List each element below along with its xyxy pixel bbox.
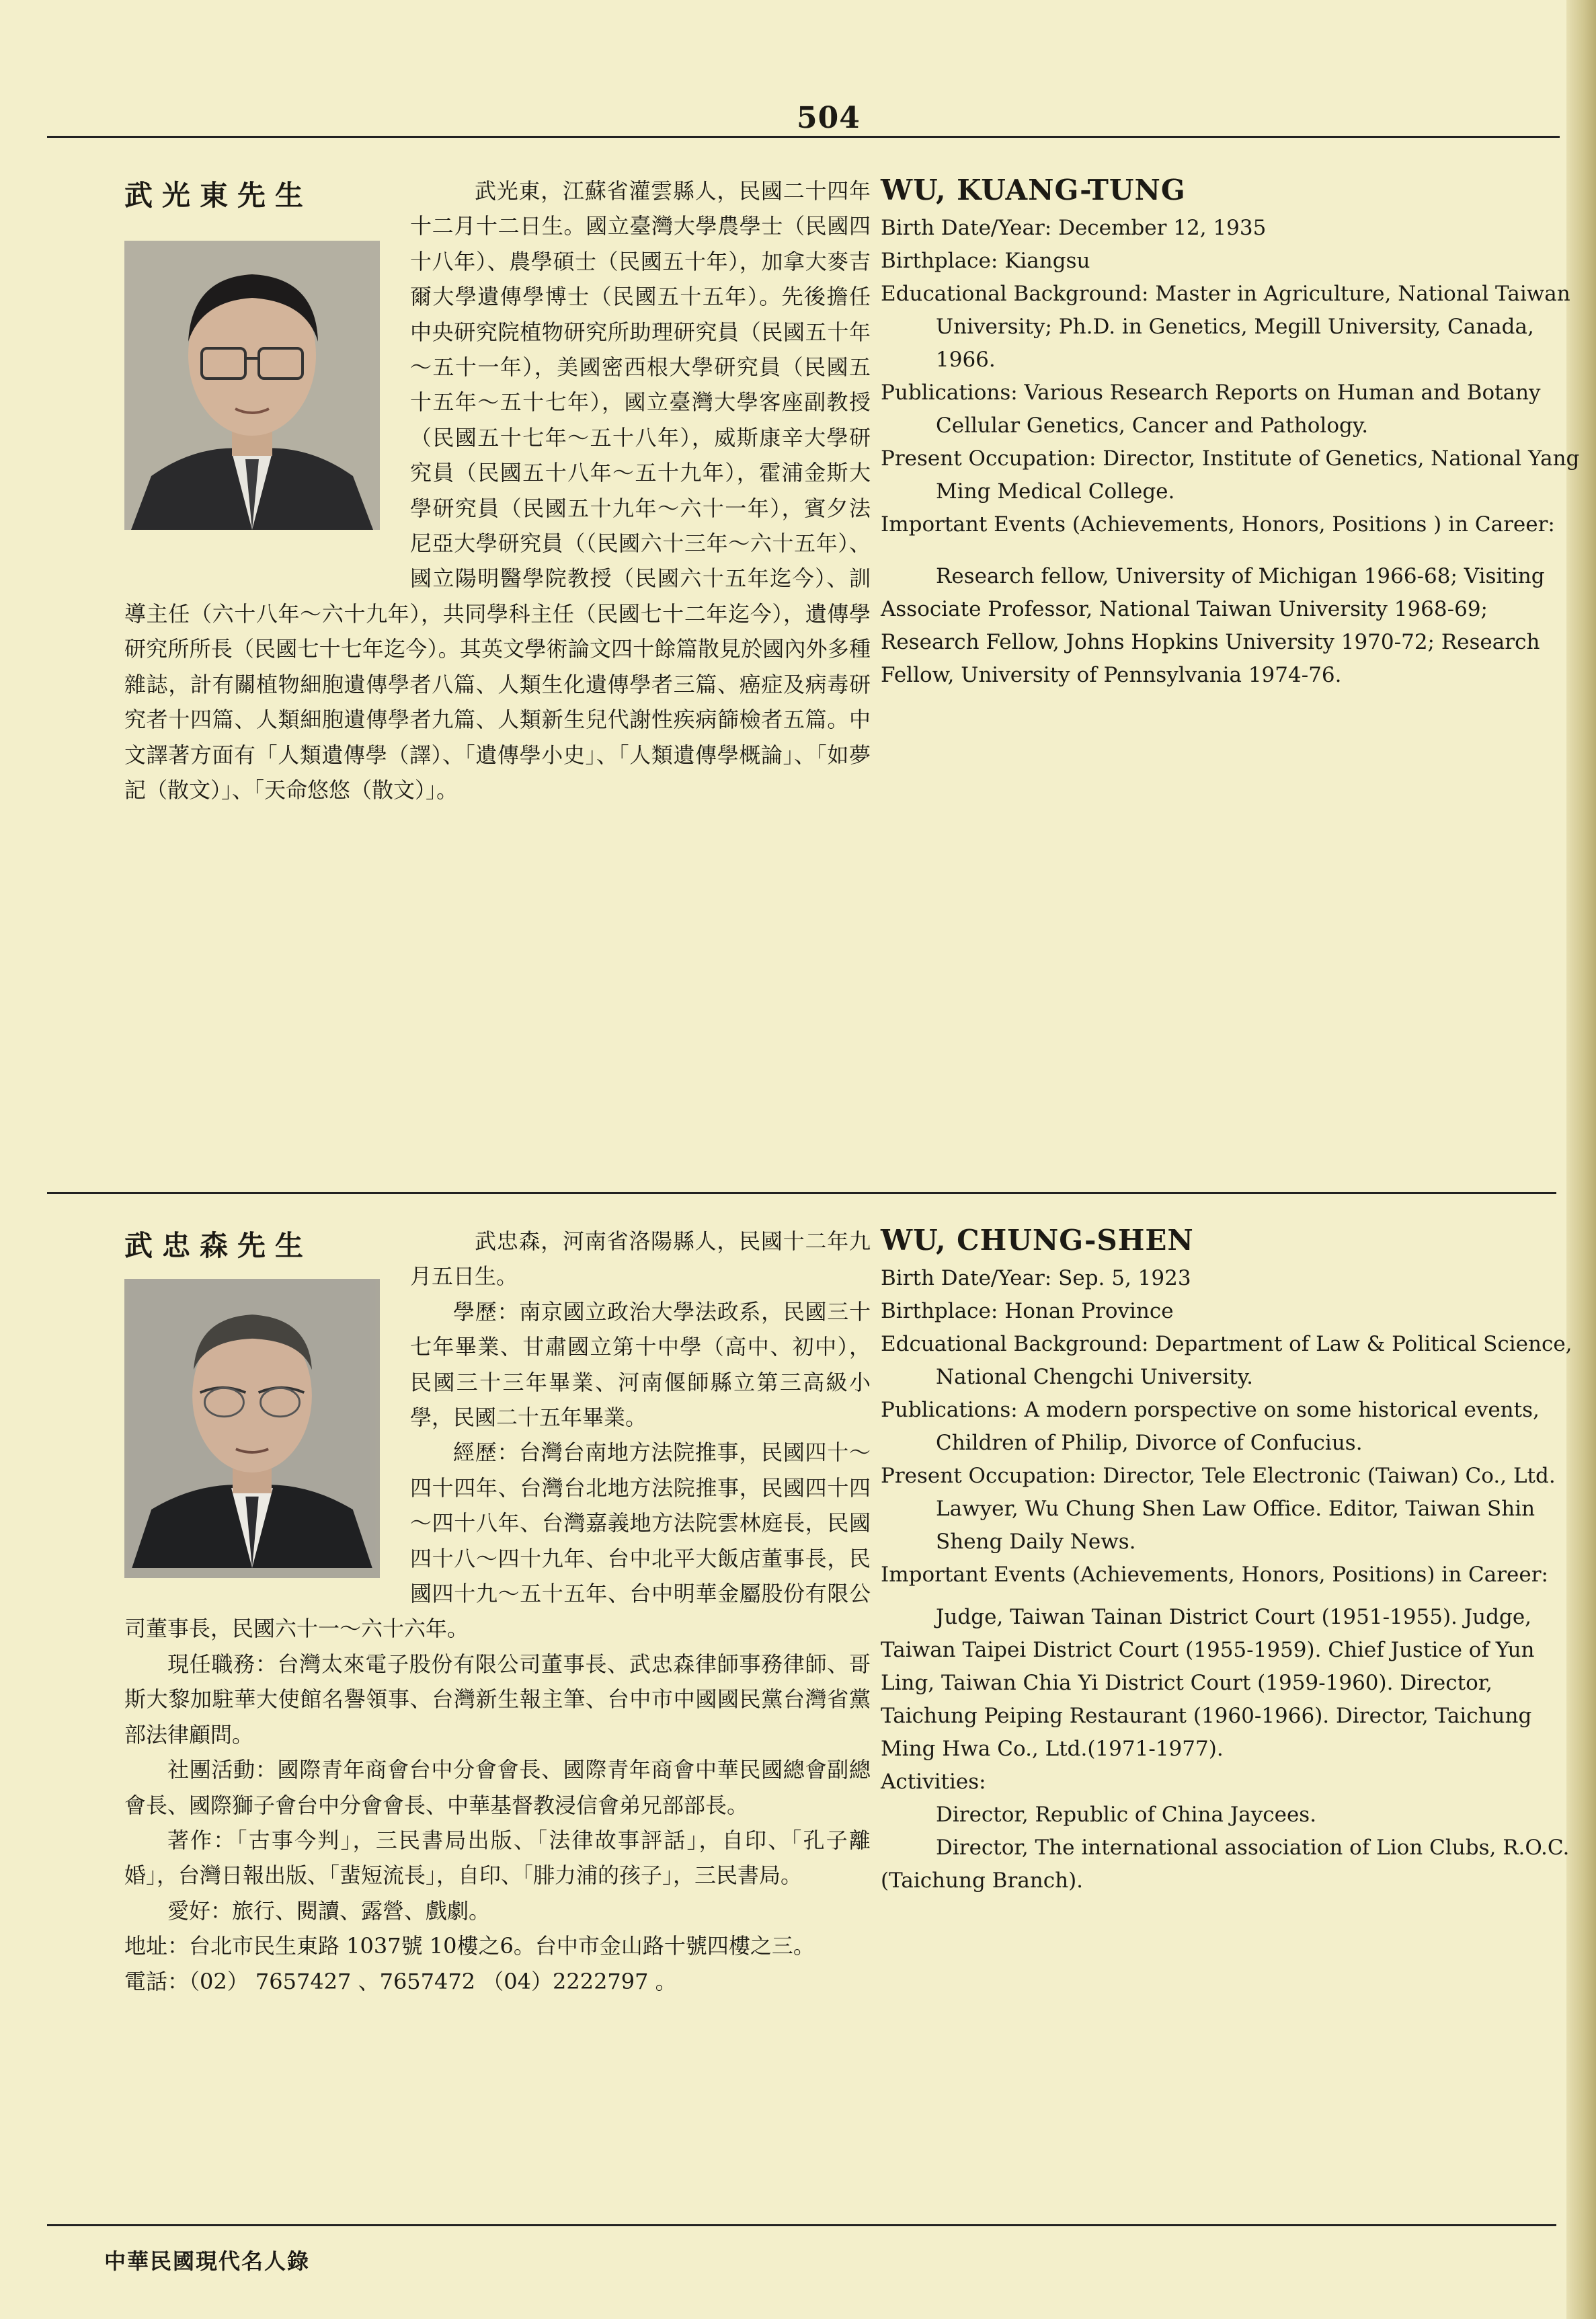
field-value: Director, Institute of Genetics, National Yang Ming Medical College.	[936, 446, 1580, 504]
entry-wu-kuang-tung	[47, 173, 1580, 1182]
portrait-image	[124, 241, 380, 530]
bottom-rule	[47, 2224, 1556, 2226]
chinese-column	[124, 1224, 871, 2232]
cn-name: 武光東先生	[124, 179, 313, 212]
chinese-column	[124, 173, 871, 1182]
en-field-events	[881, 1559, 1580, 1591]
field-value: Sep. 5, 1923	[1058, 1266, 1191, 1290]
cn-paragraph: 經歷：台灣台南地方法院推事，民國四十～四十四年、台灣台北地方法院推事，民國四十四～四十八年、台灣嘉義地方法院雲林庭長，民國四十八～四十九年、台中北平大飯店董事長，民國四十九～五十五年、台中明華金屬股份有限公司董事長，民國六十一～六十六年。	[124, 1440, 871, 1642]
en-field-education	[881, 1328, 1580, 1394]
field-label: Birth Date/Year:	[881, 216, 1052, 240]
portrait-photo	[124, 1279, 380, 1578]
en-career: Judge, Taiwan Tainan District Court (1951-1955). Judge, Taiwan Taipei District Court (1955-1959). Chief Justice of Yun Ling, Taiwan Chia Yi District Court (1959-1960). Director, Taichung Peiping Restaurant (1960-1966). Director, Taichung Ming Hwa Co., Ltd.(1971-1977).	[881, 1605, 1535, 1761]
en-activity: Director, The international association of Lion Clubs, R.O.C.(Taichung Branch).	[881, 1836, 1570, 1893]
cn-paragraph: 愛好：旅行、閱讀、露營、戲劇。	[167, 1897, 491, 1924]
middle-rule	[47, 1192, 1556, 1194]
portrait-image	[124, 1279, 380, 1568]
field-value: Various Research Reports on Human and Botany Cellular Genetics, Cancer and Pathology.	[936, 381, 1541, 438]
en-field-birth-date	[881, 1262, 1580, 1295]
english-column	[881, 1224, 1580, 1897]
cn-paragraph: 社團活動：國際青年商會台中分會會長、國際青年商會中華民國總會副總會長、國際獅子會台中分會會長、中華基督教浸信會弟兄部部長。	[124, 1757, 871, 1818]
cn-paragraph: 學歷：南京國立政治大學法政系，民國三十七年畢業、甘肅國立第十中學（高中、初中），民國三十三年畢業、河南偃師縣立第三高級小學，民國二十五年畢業。	[410, 1298, 871, 1431]
en-activities-label: Activities:	[881, 1770, 986, 1794]
en-field-birthplace	[881, 245, 1580, 278]
field-value: Director, Tele Electronic (Taiwan) Co., Ltd. Lawyer, Wu Chung Shen Law Office. Editor, Taiwan Shin Sheng Daily News.	[936, 1464, 1556, 1554]
field-label: Important Events (Achievements, Honors, Positions) in Career:	[881, 1563, 1548, 1587]
en-field-events	[881, 508, 1580, 541]
cn-name: 武忠森先生	[124, 1229, 313, 1262]
en-field-publications	[881, 377, 1580, 442]
field-value: Master in Agriculture, National Taiwan University; Ph.D. in Genetics, Megill University, Canada, 1966.	[936, 282, 1570, 372]
cn-paragraph: 電話：（02） 7657427 、7657472 （04）2222797 。	[124, 1968, 677, 1994]
cn-paragraph: 武忠森，河南省洛陽縣人，民國十二年九月五日生。	[410, 1228, 871, 1290]
cn-paragraph: 地址：台北市民生東路 1037號 10樓之6。台中市金山路十號四樓之三。	[124, 1933, 815, 1959]
field-value: December 12, 1935	[1058, 216, 1267, 240]
en-name: WU, CHUNG-SHEN	[881, 1224, 1194, 1257]
field-label: Edcuational Background:	[881, 1332, 1149, 1356]
portrait-photo	[124, 241, 380, 530]
field-label: Educational Background:	[881, 282, 1149, 306]
field-value: Kiangsu	[1004, 249, 1090, 273]
en-name: WU, KUANG-TUNG	[881, 173, 1186, 206]
entry-wu-chung-shen	[47, 1224, 1572, 2219]
field-label: Birthplace:	[881, 249, 998, 273]
en-field-birth-date	[881, 212, 1580, 245]
field-value: Department of Law & Political Science, National Chengchi University.	[936, 1332, 1572, 1389]
en-career: Research fellow, University of Michigan 1966-68; Visiting Associate Professor, National Taiwan University 1968-69; Research Fellow, Johns Hopkins University 1970-72; Research Fellow, University of Pennsylvania 1974-76.	[881, 564, 1545, 687]
field-label: Present Occupation:	[881, 446, 1096, 471]
en-field-birthplace	[881, 1295, 1580, 1328]
english-column	[881, 173, 1580, 692]
page-number: 504	[797, 101, 861, 135]
en-field-education	[881, 278, 1580, 377]
field-label: Present Occupation:	[881, 1464, 1096, 1488]
en-field-occupation	[881, 442, 1580, 508]
en-field-publications	[881, 1394, 1580, 1460]
footer-book-title: 中華民國現代名人錄	[104, 2248, 311, 2274]
top-rule	[47, 136, 1560, 138]
en-activity: Director, Republic of China Jaycees.	[936, 1803, 1317, 1827]
field-label: Important Events (Achievements, Honors, Positions ) in Career:	[881, 512, 1555, 537]
field-label: Birth Date/Year:	[881, 1266, 1052, 1290]
field-value: Honan Province	[1004, 1299, 1174, 1323]
cn-paragraph: 武光東，江蘇省灌雲縣人，民國二十四年十二月十二日生。國立臺灣大學農學士（民國四十八年）、農學碩士（民國五十年），加拿大麥吉爾大學遺傳學博士（民國五十五年）。先後擔任中央研究院植物研究所助理研究員（民國五十年～五十一年），美國密西根大學研究員（民國五十五年～五十七年），國立臺灣大學客座副教授（民國五十七年～五十八年），威斯康辛大學研究員（民國五十八年～五十九年），霍浦金斯大學研究員（民國五十九年～六十一年），賓夕法尼亞大學研究員（（民國六十三年～六十五年）、國立陽明醫學院教授（民國六十五年迄今）、訓導主任（六十八年～六十九年），共同學科主任（民國七十二年迄今），遺傳學研究所所長（民國七十七年迄今）。其英文學術論文四十餘篇散見於國內外多種雜誌，計有關植物細胞遺傳學者八篇、人類生化遺傳學者三篇、癌症及病毒研究者十四篇、人類細胞遺傳學者九篇、人類新生兒代謝性疾病篩檢者五篇。中文譯著方面有「人類遺傳學（譯）、「遺傳學小史」、「人類遺傳學概論」、「如夢記（散文）」、「天命悠悠（散文）」。	[124, 178, 871, 803]
field-label: Birthplace:	[881, 1299, 998, 1323]
cn-paragraph: 現任職務：台灣太來電子股份有限公司董事長、武忠森律師事務律師、哥斯大黎加駐華大使館名譽領事、台灣新生報主筆、台中市中國國民黨台灣省黨部法律顧問。	[124, 1651, 871, 1747]
field-value: A modern porspective on some historical events, Children of Philip, Divorce of Confucius.	[936, 1398, 1540, 1455]
field-label: Publications:	[881, 381, 1018, 405]
field-label: Publications:	[881, 1398, 1018, 1422]
en-field-occupation	[881, 1460, 1580, 1559]
cn-paragraph: 著作：「古事今判」，三民書局出版、「法律故事評話」，自印、「孔子離婚」，台灣日報出版、「蜚短流長」，自印、「腓力浦的孩子」，三民書局。	[124, 1827, 871, 1889]
